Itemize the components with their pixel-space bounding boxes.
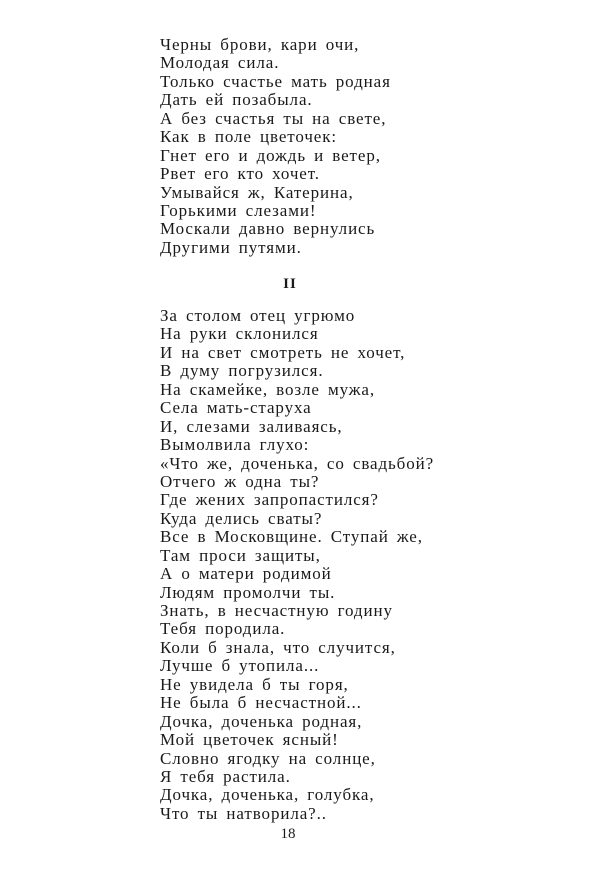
poem-line: Где жених запропастился? [160,490,379,510]
poem-line: Что ты натворила?.. [160,803,327,823]
poem-line: Знать, в несчастную годину [160,601,393,620]
poem-line: На руки склонился [160,324,319,344]
poem-line: Другими путями. [160,237,302,257]
poem-line: Отчего ж одна ты? [160,471,320,491]
poem-line: Черны брови, кари очи, [160,35,360,54]
poem-line: «Что же, доченька, со свадьбой? [160,453,435,473]
section-number: II [283,276,297,292]
poem-line: Словно ягодку на солнце, [160,748,376,768]
poem-line: Я тебя растила. [160,766,291,786]
poem-line: Мой цветочек ясный! [160,730,339,750]
poem-line: В думу погрузился. [160,361,324,381]
poem-line: Вымолвила глухо: [160,435,310,455]
poem-line: Дочка, доченька, голубка, [160,785,375,805]
poem-line: Села мать-старуха [160,398,312,418]
poem-line: Дать ей позабыла. [160,90,313,110]
poem-line: И на свет смотреть не хочет, [160,342,406,362]
poem-line: А о матери родимой [160,564,332,584]
poem-line: На скамейке, возле мужа, [160,379,376,399]
poem-line: Умывайся ж, Катерина, [160,182,354,202]
poem-line: Рвет его кто хочет. [160,164,320,184]
page-number: 18 [280,826,296,842]
poem-line: Все в Московщине. Ступай же, [160,527,423,547]
poem-line: Там проси защиты, [160,545,321,565]
poem-line: За столом отец угрюмо [160,306,356,325]
poem-line: Горькими слезами! [160,200,317,220]
poem-line: Коли б знала, что случится, [160,637,396,657]
poem-line: Как в поле цветочек: [160,127,338,147]
poem-line: Людям промолчи ты. [160,582,336,602]
poem-line: Лучше б утопила... [160,656,320,676]
poem-line: Москали давно вернулись [160,219,376,239]
stanza-2 [160,307,434,823]
poem-line: Гнет его и дождь и ветер, [160,145,381,165]
poem-line: А без счастья ты на свете, [160,108,387,128]
poem-line: Тебя породила. [160,619,286,639]
poem-line: И, слезами заливаясь, [160,416,343,436]
poem-line: Не увидела б ты горя, [160,674,349,694]
poem-line: Куда делись сваты? [160,508,323,528]
poem-line: Молодая сила. [160,53,280,73]
poem-line: Только счастье мать родная [160,71,391,91]
poem-line: Дочка, доченька родная, [160,711,363,731]
poem-line: Не была б несчастной... [160,693,362,713]
stanza-1 [160,36,391,257]
